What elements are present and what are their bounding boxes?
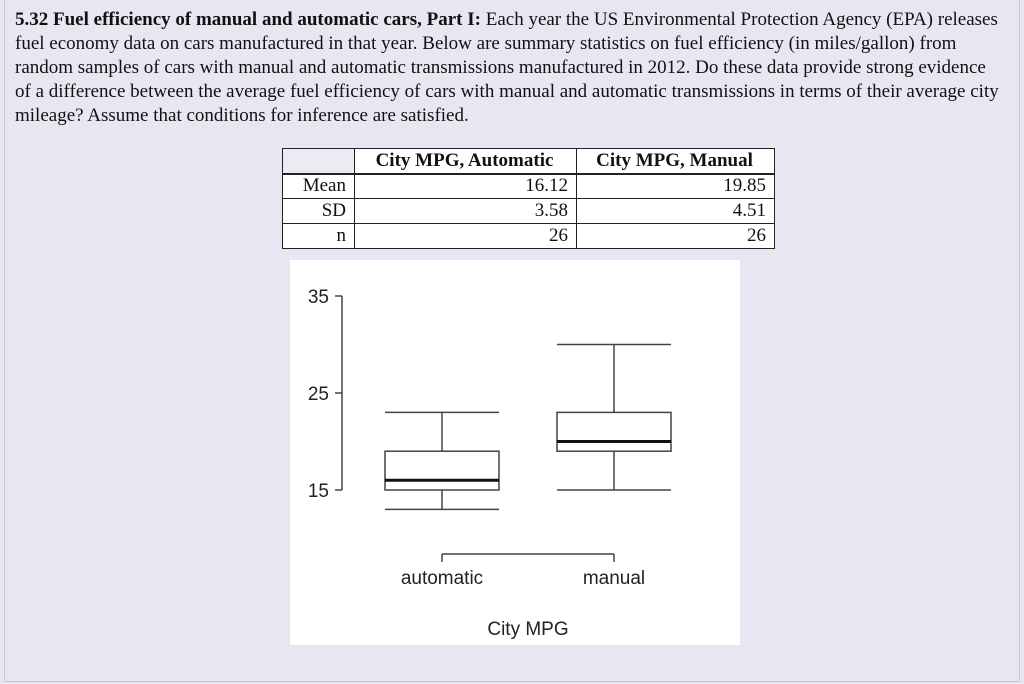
table-row — [283, 224, 775, 249]
row-label-n: n — [283, 224, 355, 249]
row-label-sd: SD — [283, 199, 355, 224]
header-manual: City MPG, Manual — [577, 149, 775, 174]
problem-body: Each year the US Environmental Protection Agency (EPA) releases fuel economy data on cars manufactured in that year. Below are summary statistics on fuel efficiency (in miles/gallon) from random samples of cars with manual and automatic transmissions manufactured in 2012. Do these data provide strong evidence of a difference between the average fuel efficiency of cars with manual and automatic transmissions in terms of their average city mileage? Assume that conditions for inference are satisfied. — [15, 9, 999, 126]
table-corner-cell — [283, 149, 355, 174]
row-label-mean: Mean — [283, 174, 355, 199]
box-automatic — [385, 451, 499, 490]
summary-statistics-table — [282, 148, 775, 249]
sd-automatic: 3.58 — [355, 199, 577, 224]
y-tick-label: 25 — [307, 384, 329, 405]
y-tick-label: 35 — [307, 287, 329, 308]
header-automatic: City MPG, Automatic — [355, 149, 577, 174]
n-manual: 26 — [577, 224, 775, 249]
x-tick-label: manual — [582, 568, 646, 589]
boxplot-svg — [290, 260, 740, 645]
table-row — [283, 199, 775, 224]
boxplot-chart — [290, 260, 740, 645]
box-manual — [557, 412, 671, 451]
table-header-row — [283, 149, 775, 174]
sd-manual: 4.51 — [577, 199, 775, 224]
x-axis-label: City MPG — [487, 619, 569, 640]
n-automatic: 26 — [355, 224, 577, 249]
mean-automatic: 16.12 — [355, 174, 577, 199]
x-tick-label: automatic — [400, 568, 484, 589]
table-row — [283, 174, 775, 199]
y-tick-label: 15 — [307, 481, 329, 502]
problem-text — [15, 8, 1005, 128]
mean-manual: 19.85 — [577, 174, 775, 199]
problem-title: 5.32 Fuel efficiency of manual and automatic cars, Part I: — [15, 9, 481, 30]
